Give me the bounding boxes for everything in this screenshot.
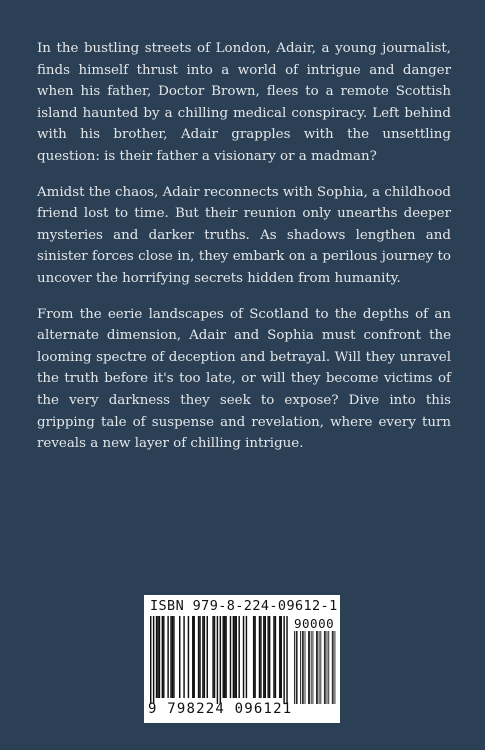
price-code-bars bbox=[294, 631, 336, 704]
price-code-bar bbox=[305, 631, 306, 704]
isbn-barcode bbox=[144, 595, 340, 723]
barcode-bar bbox=[259, 616, 260, 698]
price-code-bar bbox=[328, 631, 329, 704]
price-code-bar bbox=[308, 631, 309, 704]
price-code-bar bbox=[324, 631, 325, 704]
barcode-bar bbox=[269, 616, 270, 698]
barcode-bar bbox=[279, 616, 280, 698]
barcode-bar bbox=[162, 616, 163, 698]
barcode-bar bbox=[286, 616, 287, 704]
price-code-bar bbox=[333, 631, 334, 704]
barcode-bar bbox=[225, 616, 226, 698]
barcode-bar bbox=[223, 616, 224, 698]
barcode-bar bbox=[153, 616, 154, 704]
barcode-bar bbox=[234, 616, 235, 698]
barcode-bar bbox=[254, 616, 255, 698]
barcode-bar bbox=[157, 616, 158, 698]
barcode-bar bbox=[230, 616, 231, 698]
barcode-bar bbox=[150, 616, 151, 704]
barcode-bar bbox=[246, 616, 247, 698]
barcode-bar bbox=[179, 616, 180, 698]
price-code-bar bbox=[316, 631, 317, 704]
price-code: 90000 bbox=[294, 616, 335, 631]
barcode-bar bbox=[275, 616, 276, 698]
barcode-bar bbox=[267, 616, 268, 698]
price-code-bar bbox=[311, 631, 312, 704]
price-code-bar bbox=[325, 631, 326, 704]
barcode-bar bbox=[159, 616, 160, 698]
price-code-bar bbox=[296, 631, 297, 704]
blurb-paragraph-3: From the eerie landscapes of Scotland to the depths of an alternate dimension, Adair and Sophia must confront the looming spectre of deception and betrayal. Will they unravel the truth before it's too late, or will they become victims of the very darkness they seek to expose? Dive into this gripping tale of suspense and revelation, where every turn reveals a new layer of chilling intrigue. bbox=[37, 306, 451, 452]
barcode-bar bbox=[170, 616, 171, 698]
ean-digits: 9 798224 096121 bbox=[148, 701, 293, 717]
barcode-bar bbox=[188, 616, 189, 698]
barcode-bar bbox=[163, 616, 164, 698]
barcode-bar bbox=[236, 616, 237, 698]
price-code-bar bbox=[300, 631, 301, 704]
barcode-bar bbox=[260, 616, 261, 698]
price-code-bar bbox=[294, 631, 295, 704]
barcode-bar bbox=[183, 616, 184, 698]
barcode-bar bbox=[167, 616, 168, 698]
price-code-bar bbox=[297, 631, 298, 704]
barcode-bar bbox=[194, 616, 195, 698]
barcode-bar bbox=[204, 616, 205, 698]
barcode-bar bbox=[214, 616, 215, 698]
blurb-paragraph-2: Amidst the chaos, Adair reconnects with Sophia, a childhood friend lost to time. But their reunion only unearths deeper mysteries and darker truths. As shadows lengthen and sinister forces close in, they embark on a perilous journey to uncover the horrifying secrets hidden from humanity. bbox=[37, 184, 451, 286]
price-code-bar bbox=[319, 631, 320, 704]
barcode-bar bbox=[238, 616, 239, 698]
barcode-bar bbox=[192, 616, 193, 698]
barcode-bar bbox=[173, 616, 174, 698]
barcode-bar bbox=[212, 616, 213, 698]
barcode-bar bbox=[199, 616, 200, 698]
barcode-bar bbox=[263, 616, 264, 698]
price-code-bar bbox=[309, 631, 310, 704]
price-code-bar bbox=[302, 631, 303, 704]
barcode-bar bbox=[265, 616, 266, 698]
barcode-bar bbox=[220, 616, 221, 704]
barcode-bar bbox=[198, 616, 199, 698]
barcode-bar bbox=[224, 616, 225, 698]
barcode-bar bbox=[281, 616, 282, 698]
barcode-bar bbox=[253, 616, 254, 698]
barcode-bar bbox=[273, 616, 274, 698]
back-cover-blurb bbox=[37, 38, 451, 469]
barcode-bar bbox=[243, 616, 244, 698]
ean13-bars bbox=[150, 616, 288, 704]
barcode-bar bbox=[217, 616, 218, 704]
price-code-bar bbox=[332, 631, 333, 704]
price-code-bar bbox=[312, 631, 313, 704]
barcode-bar bbox=[156, 616, 157, 698]
barcode-bar bbox=[283, 616, 284, 704]
price-code-bar bbox=[334, 631, 335, 704]
price-code-bar bbox=[320, 631, 321, 704]
barcode-bar bbox=[233, 616, 234, 698]
barcode-bar bbox=[172, 616, 173, 698]
isbn-label: ISBN 979-8-224-09612-1 bbox=[150, 598, 338, 614]
blurb-paragraph-1: In the bustling streets of London, Adair, a young journalist, finds himself thrust into a world of intrigue and danger when his father, Doctor Brown, flees to a remote Scottish island haunted by a chilling medical conspiracy. Left behind with his brother, Adair grapples with the unsettling question: is their father a visionary or a madman? bbox=[37, 41, 451, 164]
price-code-bar bbox=[327, 631, 328, 704]
barcode-bar bbox=[202, 616, 203, 698]
price-code-bar bbox=[303, 631, 304, 704]
price-code-bar bbox=[317, 631, 318, 704]
barcode-bar bbox=[207, 616, 208, 698]
